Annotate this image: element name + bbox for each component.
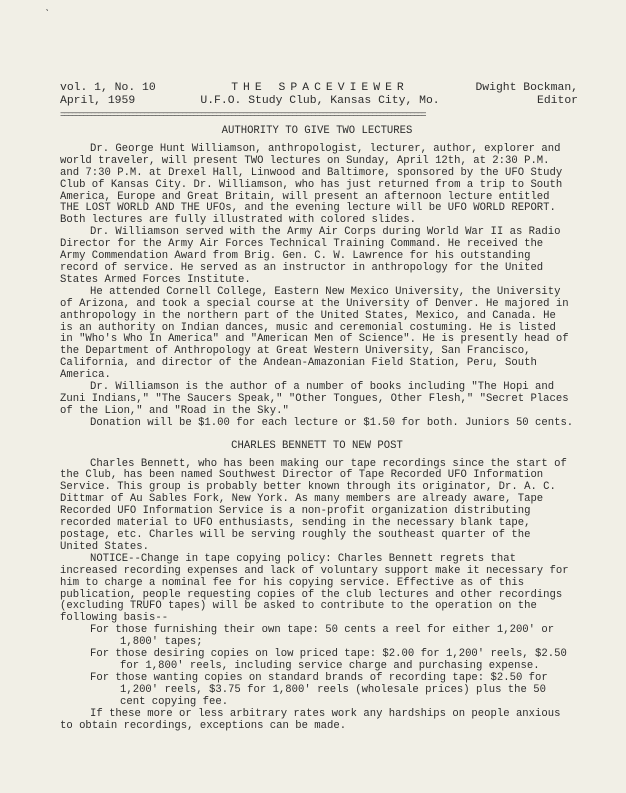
article-body (60, 126, 574, 732)
section1-paragraph: He attended Cornell College, Eastern New Mexico University, the University of Arizona, and took a special course at the University of Denver. He majored in anthropology in the northern part of the United States, Mexico, and Canada. He is an authority on Indian dances, music and ceremonial costuming. He is listed in "Who's Who In America" and "American Men of Science". He is presently head of the Department of Anthropology at Great Western University, San Francisco, California, and director of the Andean-Amazonian Field Station, Peru, South America. (60, 285, 569, 382)
rate-item: For those wanting copies on standard brands of recording tape: $2.50 for 1,200' reels, $3.75 for 1,800' reels (wholesale prices) plus the 50 cent copying fee. (90, 671, 548, 708)
section1-paragraph: Dr. Williamson is the author of a number of books including "The Hopi and Zuni Indians," "The Saucers Speak," "Other Tongues, Other Flesh," "Secret Places of the Lion," and "Road in the Sky." (60, 381, 569, 417)
section1-paragraph: Dr. George Hunt Williamson, anthropologist, lecturer, author, explorer and world traveler, will present TWO lectures on Sunday, April 12th, at 2:30 P.M. and 7:30 P.M. at Drexel Hall, Linwood and Baltimore, sponsored by the UFO Study Club of Kansas City. Dr. Williamson, who has just returned from a trip to South America, Europe and Great Britain, will present an afternoon lecture entitled THE LOST WORLD AND THE UFOs, and the evening lecture will be UFO WORLD REPORT. Both lectures are fully illustrated with colored slides. (60, 142, 563, 227)
header-divider: ================================================================================================ (60, 112, 425, 118)
masthead (200, 82, 440, 108)
section2-paragraph: Charles Bennett, who has been making our tape recordings since the start of the Club, has been named Southwest Director of Tape Recorded UFO Information Service. This group is probably better known through its originator, Dr. A. C. Dittmar of Au Sables Fork, New York. As many members are already aware, Tape Recorded UFO Information Service is a non-profit organization distributing recorded material to UFO enthusiasts, sending in the necessary blank tape, postage, etc. Charles will be serving roughly the southeast quarter of the United States. (60, 457, 567, 553)
volume-number: vol. 1, No. 10 (60, 82, 156, 94)
rate-item: For those furnishing their own tape: 50 cents a reel for either 1,200' or 1,800' tapes; (90, 624, 555, 649)
editor-title: Editor (536, 95, 578, 107)
newsletter-subtitle: U.F.O. Study Club, Kansas City, Mo. (200, 95, 440, 107)
donation-line: Donation will be $1.00 for each lecture or $1.50 for both. Juniors 50 cents. (90, 416, 574, 429)
issue-info (60, 82, 156, 108)
section2-heading: CHARLES BENNETT TO NEW POST (231, 439, 403, 452)
section1-heading: AUTHORITY TO GIVE TWO LECTURES (221, 125, 413, 137)
newsletter-title: THE SPACEVIEWER (231, 82, 409, 94)
notice-paragraph: NOTICE--Change in tape copying policy: Charles Bennett regrets that increased recording expenses and lack of voluntary support make it necessary for him to charge a nominal fee for his copying service. Effective as of this publication, people requesting copies of the club lectures and other recordings (excluding TRUFO tapes) will be asked to contribute to the operation on the following basis-- (60, 552, 569, 625)
tick-mark-top: ˋ (44, 8, 52, 22)
editor-name: Dwight Bockman, (475, 82, 578, 94)
closing-paragraph: If these more or less arbitrary rates work any hardships on people anxious to obtain recordings, exceptions can be made. (60, 707, 561, 732)
editor-credit (468, 82, 578, 108)
issue-date: April, 1959 (60, 95, 136, 107)
rate-item: For those desiring copies on low priced tape: $2.00 for 1,200' reels, $2.50 for 1,800' reels, including service charge and purchasing expense. (90, 648, 567, 672)
section1-paragraph: Dr. Williamson served with the Army Air Corps during World War II as Radio Director for the Army Air Forces Technical Training Command. He received the Army Commendation Award from Brig. Gen. C. W. Lawrence for his outstanding record of service. He served as an instructor in anthropology for the United States Armed Forces Institute. (60, 226, 561, 286)
